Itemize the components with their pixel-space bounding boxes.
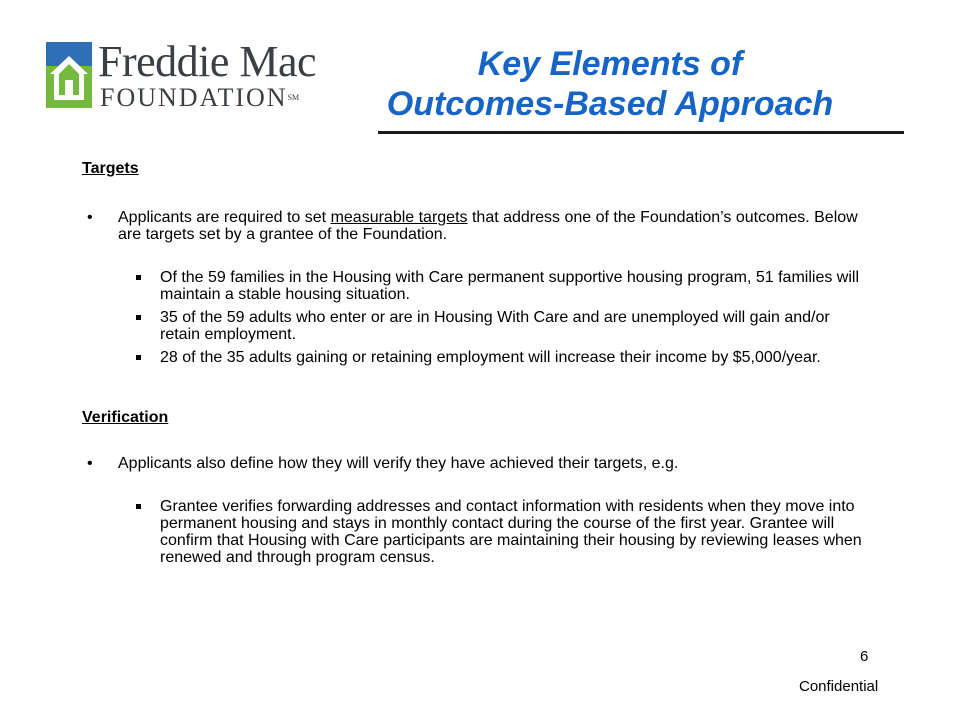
verification-item	[82, 498, 862, 566]
slide-title	[330, 44, 890, 124]
targets-bullet-post: that address one of the Foundation’s outcomes. Below are targets set by a grantee of the Foundation.	[118, 209, 858, 243]
verification-bullet-text: Applicants also define how they will verify they have achieved their targets, e.g.	[118, 455, 679, 472]
target-item-text: 35 of the 59 adults who enter or are in Housing With Care and are unemployed will gain and/or retain employment.	[160, 309, 830, 343]
verification-heading: Verification	[82, 409, 169, 426]
verification-item-text: Grantee verifies forwarding addresses and contact information with residents when they move into permanent housing and stays in monthly contact during the course of the first year. Grantee will confirm that Housing with Care participants are maintaining their housing by reviewing leases when renewed and through program census.	[160, 498, 862, 566]
target-item	[82, 349, 862, 366]
square-bullet-icon	[136, 504, 141, 509]
logo-name: Freddie Mac	[98, 37, 317, 86]
target-item-text: 28 of the 35 adults gaining or retaining employment will increase their income by $5,000/year.	[160, 349, 821, 366]
targets-heading: Targets	[82, 160, 139, 177]
square-bullet-icon	[136, 315, 141, 320]
title-line-2: Outcomes-Based Approach	[386, 85, 834, 123]
target-item	[82, 309, 862, 343]
targets-bullet	[82, 209, 862, 243]
target-item	[82, 269, 862, 303]
verification-bullet	[82, 455, 862, 472]
title-underline-rule	[378, 131, 904, 134]
logo-sub-text: FOUNDATION	[100, 83, 288, 112]
targets-bullet-pre: Applicants are required to set	[118, 209, 331, 226]
slide-content	[82, 160, 862, 566]
confidential-label: Confidential	[799, 678, 879, 695]
title-line-1: Key Elements of	[477, 45, 743, 83]
measurable-targets-text: measurable targets	[330, 209, 468, 226]
logo-subtitle	[100, 84, 299, 112]
freddie-mac-foundation-logo	[46, 38, 336, 110]
square-bullet-icon	[136, 355, 141, 360]
house-logo-icon	[46, 42, 92, 108]
bullet-marker: •	[87, 455, 93, 472]
square-bullet-icon	[136, 275, 141, 280]
target-item-text: Of the 59 families in the Housing with Care permanent supportive housing program, 51 families will maintain a stable housing situation.	[160, 269, 860, 303]
page-number: 6	[860, 648, 869, 665]
service-mark: SM	[287, 93, 300, 102]
bullet-marker: •	[87, 209, 93, 226]
